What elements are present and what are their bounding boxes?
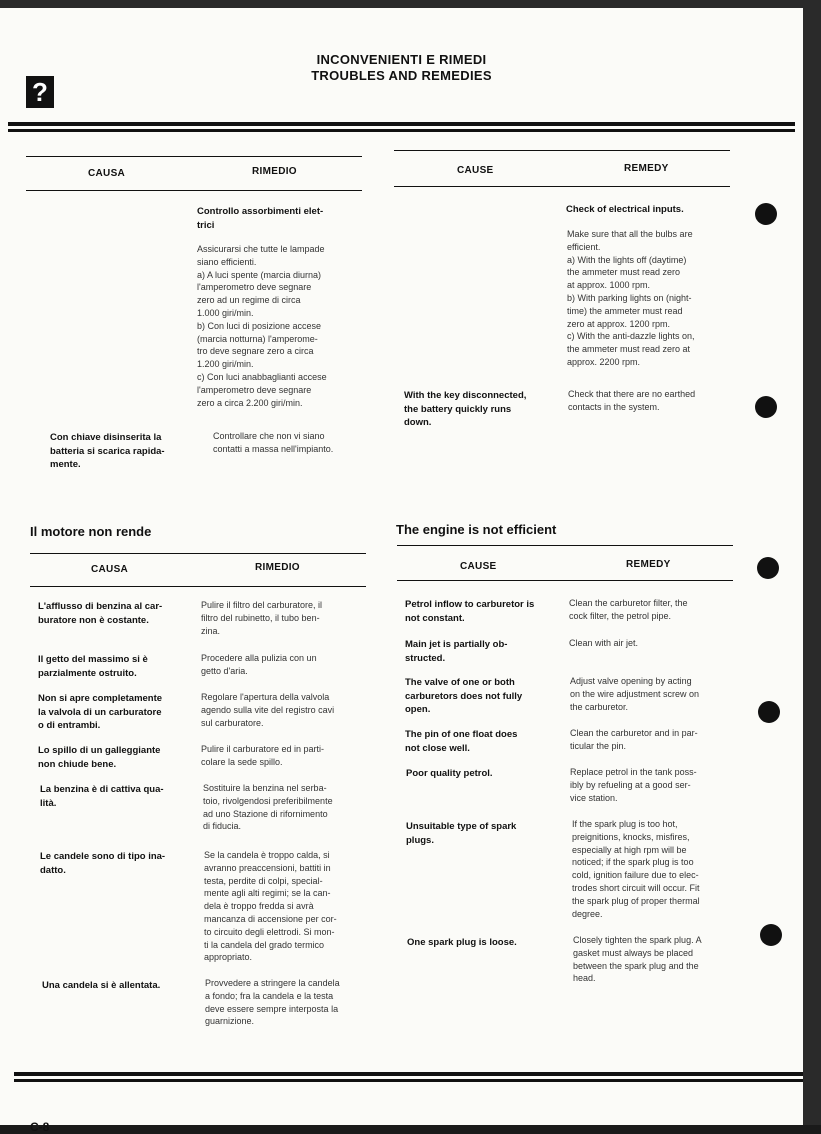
table-rule (394, 150, 730, 151)
cause-text: Main jet is partially ob- structed. (405, 639, 508, 664)
column-header-cause: CAUSE (460, 561, 497, 572)
binder-hole (760, 924, 782, 946)
column-header-rimedio: RIMEDIO (252, 166, 297, 177)
remedy-text: Closely tighten the spark plug. A gasket must always be placed between the spark plug and the head. (573, 935, 702, 984)
remedy-text: Clean the carburetor filter, the cock filter, the petrol pipe. (569, 598, 688, 621)
column-header-rimedio: RIMEDIO (255, 562, 300, 573)
table-rule (397, 545, 733, 546)
remedy-heading: Check of electrical inputs. (566, 204, 684, 215)
table-rule (26, 190, 362, 191)
column-header-cause: CAUSE (457, 165, 494, 176)
column-header-remedy: REMEDY (626, 559, 671, 570)
cause-text: Le candele sono di tipo ina- datto. (40, 851, 166, 876)
remedy-text: Pulire il carburatore ed in parti- colare la sede spillo. (201, 744, 325, 767)
remedy-text: Sostituire la benzina nel serba- toio, rivolgendosi preferibilmente ad uno Stazione di rifornimento di fiducia. (203, 783, 333, 832)
question-mark-icon: ? (26, 76, 54, 108)
footer-rule-bottom (14, 1079, 803, 1082)
cause-text: Non si apre completamente la valvola di un carburatore o di entrambi. (38, 693, 163, 731)
cause-text: Poor quality petrol. (406, 768, 493, 779)
table-rule (26, 156, 362, 157)
cause-text: Petrol inflow to carburetor is not constant. (405, 599, 535, 624)
remedy-text: Regolare l'apertura della valvola agendo sulla vite del registro cavi sul carburatore. (201, 692, 335, 728)
remedy-text: Clean with air jet. (569, 638, 639, 648)
binder-hole (758, 701, 780, 723)
remedy-text: Adjust valve opening by acting on the wire adjustment screw on the carburetor. (570, 676, 700, 712)
table-rule (30, 553, 366, 554)
remedy-text: Make sure that all the bulbs are efficient. a) With the lights off (daytime) the ammeter must read zero at approx. 1000 rpm. b) With parking lights on (night- time) the ammeter must read zero at approx. 1200 rpm. c) With the anti-dazzle lights on, the ammeter must read zero at approx. 2200 rpm. (567, 229, 695, 367)
remedy-text: Check that there are no earthed contacts in the system. (568, 389, 696, 412)
column-header-remedy: REMEDY (624, 163, 669, 174)
right-border (803, 0, 821, 1125)
cause-text: Il getto del massimo si è parzialmente ostruito. (38, 654, 148, 679)
remedy-text: Provvedere a stringere la candela a fondo; fra la candela e la testa deve essere sempre interposta la guarnizione. (205, 978, 340, 1027)
cause-text: With the key disconnected, the battery quickly runs down. (404, 390, 527, 428)
cause-text: Unsuitable type of spark plugs. (406, 821, 517, 846)
remedy-text: Replace petrol in the tank poss- ibly by refueling at a good ser- vice station. (570, 767, 697, 803)
cause-text: La benzina è di cattiva qua- lità. (40, 784, 164, 809)
title-english: TROUBLES AND REMEDIES (311, 68, 492, 83)
binder-hole (755, 203, 777, 225)
table-rule (394, 186, 730, 187)
column-header-causa: CAUSA (88, 168, 126, 179)
footer-rule-top (14, 1072, 803, 1076)
table-rule (397, 580, 733, 581)
manual-page (0, 8, 803, 1134)
page-number: C-8 (30, 1120, 50, 1134)
column-header-causa: CAUSA (91, 564, 129, 575)
cause-text: Una candela si è allentata. (42, 980, 161, 991)
cause-text: The pin of one float does not close well. (405, 729, 518, 754)
remedy-text: If the spark plug is too hot, preignitions, knocks, misfires, especially at high rpm will be noticed; if the spark plug is too cold, ignition failure due to elec- trodes short circuit will occur. Fit the spark plug of proper thermal degree. (572, 819, 700, 919)
binder-hole (757, 557, 779, 579)
remedy-text: Controllare che non vi siano contatti a massa nell'impianto. (213, 431, 334, 454)
remedy-heading: Controllo assorbimenti elet- trici (197, 206, 324, 231)
cause-text: Lo spillo di un galleggiante non chiude bene. (38, 745, 161, 770)
top-border (0, 0, 821, 8)
title-italian: INCONVENIENTI E RIMEDI (316, 52, 487, 67)
table-rule (30, 586, 366, 587)
cause-text: The valve of one or both carburetors does not fully open. (405, 677, 523, 715)
cause-text: L'afflusso di benzina al car- buratore non è costante. (38, 601, 163, 626)
remedy-text: Clean the carburetor and in par- ticular the pin. (570, 728, 698, 751)
remedy-text: Pulire il filtro del carburatore, il filtro del rubinetto, il tubo ben- zina. (201, 600, 323, 636)
cause-text: One spark plug is loose. (407, 937, 517, 948)
remedy-text: Se la candela è troppo calda, si avranno preaccensioni, battiti in testa, perdite di colpi, special- mente agli alti regimi; se la can- dela è troppo fredda si avrà mancanza di accensione per cor- to circuito degli elettrodi. Si mon- ti la candela del grado termico appropriato. (204, 850, 337, 963)
header-rule-top (8, 122, 795, 126)
header-rule-bottom (8, 129, 795, 132)
section-title-english: The engine is not efficient (396, 522, 557, 537)
cause-text: Con chiave disinserita la batteria si scarica rapida- mente. (50, 432, 165, 470)
section-title-italian: Il motore non rende (30, 524, 152, 539)
remedy-text: Assicurarsi che tutte le lampade siano efficienti. a) A luci spente (marcia diurna) l'amperometro deve segnare zero ad un regime di circa 1.000 giri/min. b) Con luci di posizione accese (marcia notturna) l'amperome- tro deve segnare zero a circa 1.200 giri/min. c) Con luci anabbaglianti accese l'amperometro deve segnare zero a circa 2.200 giri/min. (197, 244, 327, 408)
remedy-text: Procedere alla pulizia con un getto d'aria. (201, 653, 317, 676)
binder-hole (755, 396, 777, 418)
